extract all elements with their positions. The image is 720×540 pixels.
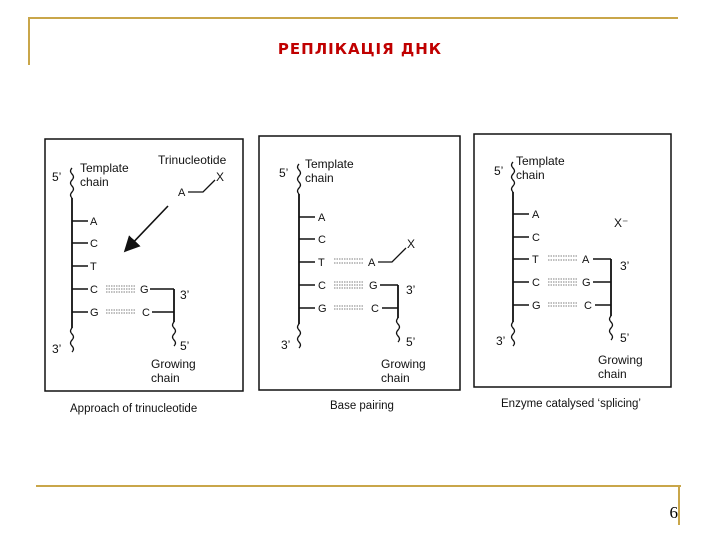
wavy-strand-end — [71, 328, 74, 352]
five-prime-label: 5’ — [620, 331, 630, 345]
template-label: Template — [305, 157, 354, 171]
growing-base: A — [582, 254, 590, 266]
growing-chain-label: chain — [151, 371, 180, 385]
panel3-caption: Enzyme catalysed ‘splicing’ — [501, 398, 641, 410]
slide-title: РЕПЛІКАЦІЯ ДНК — [277, 40, 443, 58]
incoming-end-label: X — [216, 170, 225, 184]
leaving-end-label: X — [407, 237, 416, 251]
template-base: T — [90, 261, 97, 273]
three-prime-label: 3’ — [406, 283, 416, 297]
growing-chain-label: Growing — [381, 357, 426, 371]
panel-approach — [45, 139, 243, 415]
growing-base: G — [140, 284, 149, 296]
panel1-frame — [45, 139, 243, 391]
growing-chain-label: chain — [598, 367, 627, 381]
template-label: Template — [516, 154, 565, 168]
template-base: C — [532, 232, 540, 244]
three-prime-label: 3’ — [52, 342, 62, 356]
template-base: A — [532, 209, 540, 221]
template-label: chain — [80, 175, 109, 189]
template-base: G — [532, 300, 541, 312]
hydrogen-bonds — [334, 259, 364, 309]
hydrogen-bonds — [106, 286, 136, 313]
five-prime-label: 5’ — [180, 339, 190, 353]
growing-chain-label: Growing — [151, 357, 196, 371]
template-base: C — [90, 284, 98, 296]
growing-chain-label: Growing — [598, 353, 643, 367]
panel3-frame — [474, 134, 671, 387]
trinucleotide-label: Trinucleotide — [158, 153, 227, 167]
incoming-base: A — [178, 187, 186, 199]
template-base: T — [532, 254, 539, 266]
template-base: C — [318, 234, 326, 246]
panel-base-pairing — [259, 136, 460, 412]
three-prime-label: 3’ — [281, 338, 291, 352]
three-prime-label: 3’ — [496, 334, 506, 348]
template-base: C — [318, 280, 326, 292]
template-base: T — [318, 257, 325, 269]
growing-base: C — [142, 307, 150, 319]
growing-base: C — [584, 300, 592, 312]
template-base: C — [90, 238, 98, 250]
hydrogen-bonds — [548, 256, 578, 306]
approach-arrow — [126, 206, 168, 250]
paired-base: A — [368, 257, 376, 269]
template-base: A — [90, 216, 98, 228]
wavy-strand-end — [71, 168, 74, 198]
template-label: chain — [305, 171, 334, 185]
three-prime-label: 3’ — [180, 288, 190, 302]
template-base: A — [318, 212, 326, 224]
template-label: chain — [516, 168, 545, 182]
growing-chain-label: chain — [381, 371, 410, 385]
five-prime-label: 5’ — [406, 335, 416, 349]
panel2-caption: Base pairing — [330, 400, 394, 412]
panel-splicing — [474, 134, 671, 410]
five-prime-label: 5’ — [52, 170, 62, 184]
five-prime-label: 5’ — [279, 166, 289, 180]
template-base: G — [90, 307, 99, 319]
template-label: Template — [80, 161, 129, 175]
page-number: 6 — [669, 503, 678, 522]
paired-base: G — [369, 280, 378, 292]
five-prime-label: 5’ — [494, 164, 504, 178]
trinucleotide-chain — [188, 180, 215, 192]
template-base: G — [318, 303, 327, 315]
paired-base: C — [371, 303, 379, 315]
three-prime-label: 3’ — [620, 259, 630, 273]
panel1-caption: Approach of trinucleotide — [70, 403, 198, 415]
growing-base: G — [582, 277, 591, 289]
template-base: C — [532, 277, 540, 289]
released-group-label: X⁻ — [614, 216, 629, 230]
